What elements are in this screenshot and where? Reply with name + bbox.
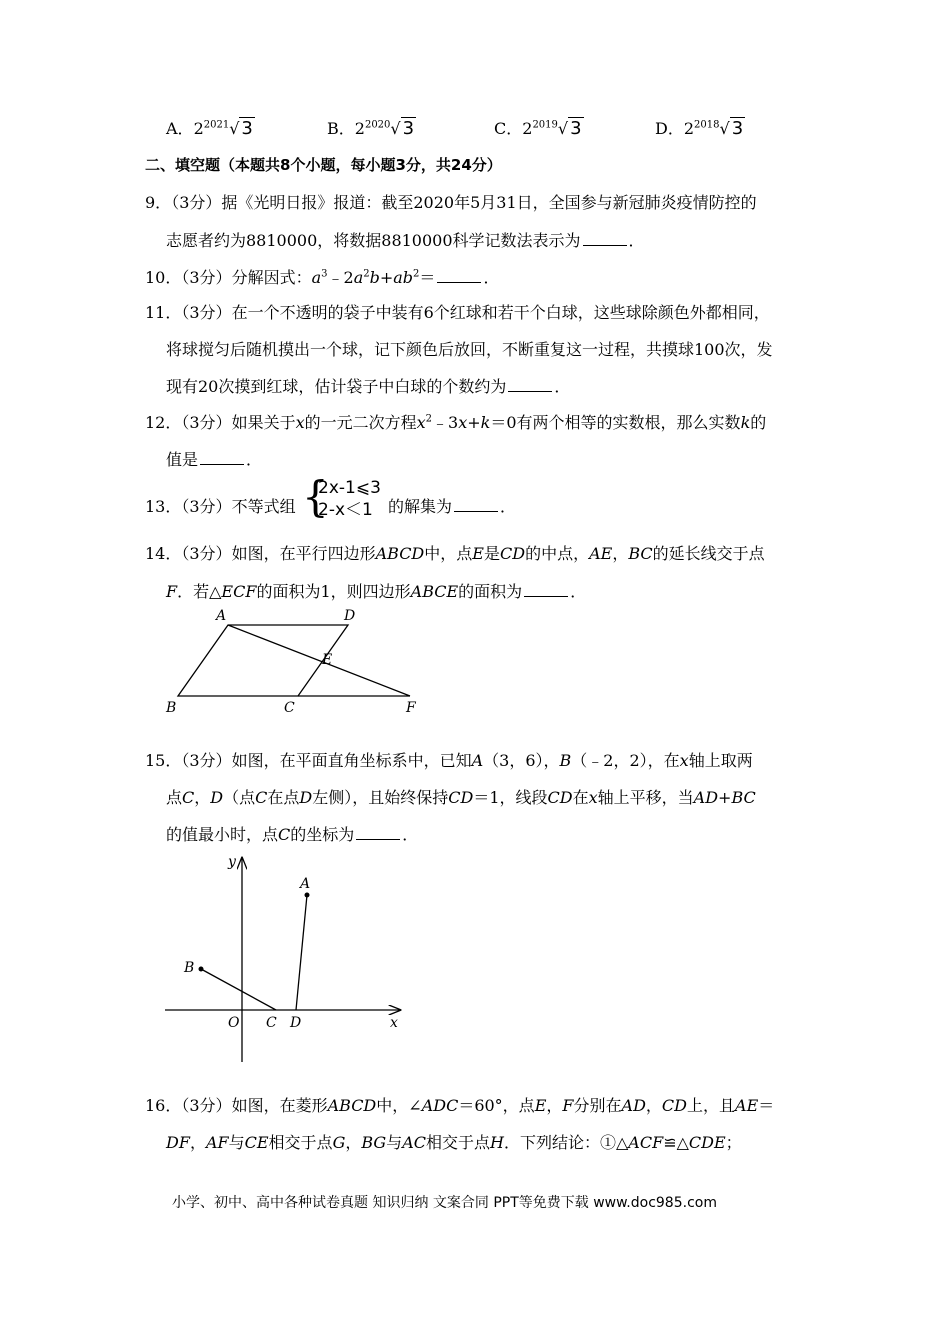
answer-blank[interactable] [454, 497, 498, 512]
answer-blank[interactable] [508, 377, 552, 392]
sqrt-icon: √ 3 [390, 118, 415, 139]
segment-bc [201, 969, 276, 1010]
sqrt-icon: √ 3 [557, 118, 582, 139]
label-x: x [390, 1015, 398, 1031]
label-d: D [344, 608, 356, 624]
question-12-line2: 值是 ． [166, 450, 263, 469]
label-o: O [228, 1015, 240, 1031]
segment-ad [296, 895, 307, 1010]
label-d: D [290, 1015, 302, 1031]
question-15-line1: 15．（3分）如图，在平面直角坐标系中，已知A（3，6），B（﹣2，2），在x轴上取两 [145, 751, 753, 770]
question-13: 13．（3分）不等式组 [145, 497, 296, 516]
coordinate-figure [160, 850, 410, 1065]
factor-expression: $a^3﹣2a^2b+ab^2=$ [311, 268, 436, 287]
question-11-line2: 将球搅匀后随机摸出一个球，记下颜色后放回，不断重复这一过程，共摸球100次，发 [166, 340, 773, 359]
parallelogram-figure [160, 606, 430, 718]
choice-b: B．$2^{2020}√$ 3 [327, 118, 415, 139]
label-y: y [228, 854, 236, 870]
label-f: F [406, 700, 416, 716]
question-9-line1: 9．（3分）据《光明日报》报道：截至2020年5月31日，全国参与新冠肺炎疫情防控的 [145, 193, 757, 212]
page-footer: 小学、初中、高中各种试卷真题 知识归纳 文案合同 PPT等免费下载 www.doc985.com [172, 1195, 717, 1211]
answer-blank[interactable] [583, 231, 627, 246]
line-af [228, 625, 410, 696]
question-16-line1: 16．（3分）如图，在菱形ABCD中，∠ADC＝60°，点E，F分别在AD，CD上，且AE＝ [145, 1096, 775, 1115]
question-13-answer: 的解集为 ． [388, 497, 517, 516]
question-10: 10．（3分）分解因式：$a^3﹣2a^2b+ab^2=$ ． [145, 268, 500, 287]
label-c: C [284, 700, 295, 716]
question-14-line2: F．若△ECF的面积为1，则四边形ABCE的面积为 ． [166, 582, 587, 601]
answer-blank[interactable] [524, 582, 568, 597]
question-11-line1: 11．（3分）在一个不透明的袋子中装有6个红球和若干个白球，这些球除颜色外都相同， [145, 303, 770, 322]
label-e: E [322, 652, 333, 668]
sqrt-icon: √ 3 [229, 118, 253, 139]
question-16-line2: DF，AF与CE相交于点G，BG与AC相交于点H．下列结论：①△ACF≌△CDE； [166, 1133, 742, 1152]
point-b [199, 967, 204, 972]
question-15-line2: 点C，D（点C在点D左侧），且始终保持CD＝1，线段CD在x轴上平移，当AD+BC [166, 788, 756, 807]
label-a: A [300, 876, 311, 892]
answer-blank[interactable] [200, 450, 244, 465]
answer-blank[interactable] [437, 268, 481, 283]
section-title: 二、填空题（本题共8个小题，每小题3分，共24分） [145, 156, 502, 174]
choice-d: D．$2^{2018}√$ 3 [655, 118, 744, 139]
label-a: A [216, 608, 227, 624]
question-12-line1: 12．（3分）如果关于x的一元二次方程$x^2﹣3x+k=0$有两个相等的实数根，那么实数k的 [145, 413, 767, 432]
label-b: B [184, 960, 195, 976]
question-14-line1: 14．（3分）如图，在平行四边形ABCD中，点E是CD的中点，AE，BC的延长线交于点 [145, 544, 765, 563]
brace-icon: { [302, 472, 329, 521]
point-a [305, 893, 310, 898]
choice-a: A．$2^{2021}√$ 3 [166, 118, 253, 139]
sqrt-icon: √ 3 [719, 118, 744, 139]
quadratic-equation: $x^2﹣3x+k=0$ [416, 413, 517, 432]
question-9-line2: 志愿者约为8810000，将数据8810000科学记数法表示为 ． [166, 231, 645, 250]
choice-c: C．$2^{2019}√$ 3 [494, 118, 582, 139]
label-c: C [266, 1015, 277, 1031]
label-b: B [166, 700, 177, 716]
answer-blank[interactable] [356, 825, 400, 840]
question-11-line3: 现有20次摸到红球，估计袋子中白球的个数约为 ． [166, 377, 571, 396]
question-15-line3: 的值最小时，点C的坐标为 ． [166, 825, 419, 844]
inequality-system: 2x-1⩽3 2-x＜1 [318, 478, 381, 520]
